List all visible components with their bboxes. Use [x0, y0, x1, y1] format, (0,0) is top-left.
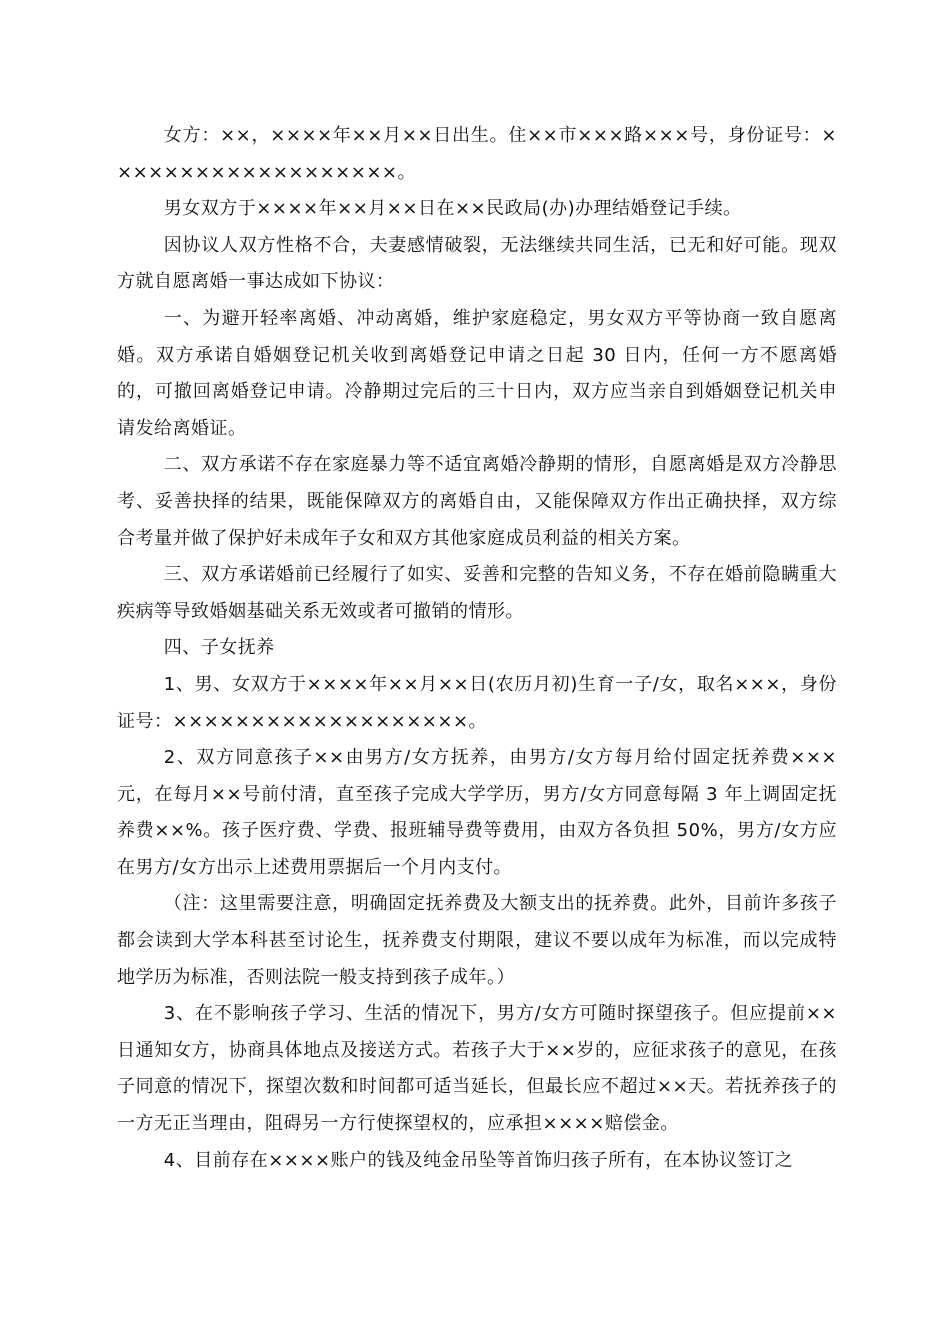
- paragraph-child-item-3: 3、在不影响孩子学习、生活的情况下，男方/女方可随时探望孩子。但应提前××日通知女方，协商具体地点及接送方式。若孩子大于××岁的，应征求孩子的意见，在孩子同意的情况下，探望次数和时间都可适当延长，但最长应不超过××天。若抚养孩子的一方无正当理由，阻碍另一方行使探望权的，应承担××××赔偿金。: [117, 1003, 837, 1135]
- section-heading-child-custody: 四、子女抚养: [163, 637, 275, 659]
- paragraph-child-item-2: 2、双方同意孩子××由男方/女方抚养，由男方/女方每月给付固定抚养费×××元，在每月××号前付清，直至孩子完成大学学历，男方/女方同意每隔 3 年上调固定抚养费××%。孩子医疗费、学费、报班辅导费等费用，由双方各负担 50%，男方/女方应在男方/女方出示上述费用票据后一个月内支付。: [117, 747, 837, 878]
- paragraph-note: （注：这里需要注意，明确固定抚养费及大额支出的抚养费。此外，目前许多孩子都会读到大学本科甚至讨论生，抚养费支付期限，建议不要以成年为标准，而以完成特地学历为标准，否则法院一般支持到孩子成年。）: [117, 893, 837, 988]
- paragraph-child-item-1: 1、男、女双方于××××年××月××日(农历月初)生育一子/女，取名×××，身份证号：×××××××××××××××××××。: [117, 673, 837, 732]
- document-body: [117, 118, 837, 1179]
- paragraph-marriage-registration: 男女双方于××××年××月××日在××民政局(办)办理结婚登记手续。: [163, 198, 742, 220]
- paragraph-clause-3: 三、双方承诺婚前已经履行了如实、妥善和完整的告知义务，不存在婚前隐瞒重大疾病等导致婚姻基础关系无效或者可撤销的情形。: [117, 564, 837, 622]
- paragraph-divorce-reason: 因协议人双方性格不合，夫妻感情破裂，无法继续共同生活，已无和好可能。现双方就自愿离婚一事达成如下协议：: [117, 234, 837, 293]
- paragraph-child-item-4: 4、目前存在××××账户的钱及纯金吊坠等首饰归孩子所有，在本协议签订之: [163, 1149, 794, 1171]
- paragraph-clause-1: 一、为避开轻率离婚、冲动离婚，维护家庭稳定，男女双方平等协商一致自愿离婚。双方承诺自婚姻登记机关收到离婚登记申请之日起 30 日内，任何一方不愿离婚的，可撤回离婚登记申请。冷静期过完后的三十日内，双方应当亲自到婚姻登记机关申请发给离婚证。: [117, 307, 837, 439]
- paragraph-woman-info: 女方：××，××××年××月××日出生。住××市×××路×××号，身份证号：×××××××××××××××××××。: [117, 125, 837, 183]
- paragraph-clause-2: 二、双方承诺不存在家庭暴力等不适宜离婚冷静期的情形，自愿离婚是双方冷静思考、妥善抉择的结果，既能保障双方的离婚自由，又能保障双方作出正确抉择，双方综合考量并做了保护好未成年子女和双方其他家庭成员利益的相关方案。: [117, 454, 837, 549]
